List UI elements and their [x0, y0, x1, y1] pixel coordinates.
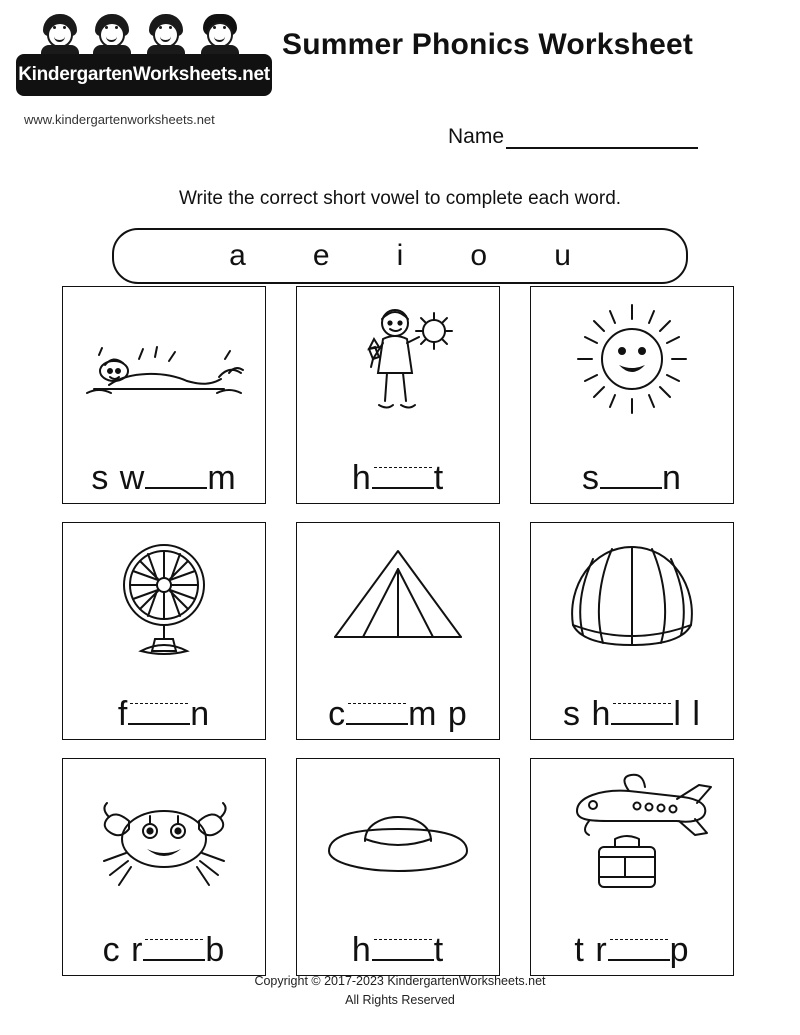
tent-icon — [297, 529, 499, 669]
crab-icon — [63, 765, 265, 905]
worksheet-item — [296, 522, 500, 740]
word-prefix: f — [117, 695, 129, 733]
airplane-luggage-icon — [531, 765, 733, 905]
worksheet-item — [530, 286, 734, 504]
name-input-line[interactable] — [506, 127, 698, 149]
vowel-e: e — [312, 239, 330, 272]
worksheet-item — [296, 286, 500, 504]
word-answer[interactable] — [297, 461, 499, 495]
instruction-text: Write the correct short vowel to complete each word. — [178, 188, 622, 209]
blank-slot — [611, 723, 673, 725]
word-suffix: p — [669, 931, 690, 969]
worksheet-item — [530, 758, 734, 976]
word-prefix: h — [351, 459, 372, 497]
blank-slot — [143, 959, 205, 961]
word-prefix: h — [351, 931, 372, 969]
worksheet-item — [62, 522, 266, 740]
word-suffix: t — [433, 931, 445, 969]
vowel-bank — [112, 228, 688, 284]
logo-banner — [16, 54, 272, 96]
blank-slot — [608, 959, 670, 961]
word-prefix: s w — [91, 459, 146, 497]
word-answer[interactable] — [63, 461, 265, 495]
word-answer[interactable] — [297, 697, 499, 731]
word-suffix: l l — [673, 695, 701, 733]
copyright-text: Copyright © 2017-2023 KindergartenWorksheets.net — [254, 974, 546, 988]
blank-slot — [145, 487, 207, 489]
child-with-ice-cream-icon — [297, 293, 499, 433]
word-suffix: t — [433, 459, 445, 497]
page-footer — [0, 972, 800, 1010]
worksheet-item — [296, 758, 500, 976]
page-title: Summer Phonics Worksheet — [282, 28, 694, 61]
name-label: Name — [448, 125, 505, 148]
word-suffix: n — [662, 459, 682, 497]
word-answer[interactable] — [63, 933, 265, 967]
vowel-i: i — [396, 239, 404, 272]
word-prefix: s — [582, 459, 601, 497]
sun-icon — [531, 293, 733, 433]
seashell-icon — [531, 529, 733, 669]
word-suffix: m — [207, 459, 237, 497]
word-answer[interactable] — [531, 461, 733, 495]
word-answer[interactable] — [297, 933, 499, 967]
site-url: www.kindergartenworksheets.net — [24, 112, 215, 127]
word-suffix: m p — [408, 695, 468, 733]
word-suffix: n — [190, 695, 211, 733]
worksheet-item — [62, 286, 266, 504]
blank-slot — [128, 723, 190, 725]
page-header — [0, 0, 800, 148]
vowel-a: a — [229, 239, 246, 272]
swimmer-icon — [63, 293, 265, 433]
word-answer[interactable] — [531, 933, 733, 967]
word-suffix: b — [205, 931, 226, 969]
word-prefix: s h — [563, 695, 612, 733]
word-answer[interactable] — [63, 697, 265, 731]
word-prefix: t r — [574, 931, 608, 969]
logo-text: KindergartenWorksheets.net — [18, 64, 270, 85]
worksheet-grid — [62, 286, 738, 980]
blank-slot — [600, 487, 662, 489]
blank-slot — [372, 487, 434, 489]
vowel-o: o — [470, 239, 488, 272]
vowel-u: u — [554, 239, 571, 272]
worksheet-item — [62, 758, 266, 976]
word-answer[interactable] — [531, 697, 733, 731]
worksheet-item — [530, 522, 734, 740]
word-prefix: c — [328, 695, 347, 733]
sun-hat-icon — [297, 765, 499, 905]
electric-fan-icon — [63, 529, 265, 669]
name-field-row — [448, 125, 698, 149]
blank-slot — [346, 723, 408, 725]
blank-slot — [372, 959, 434, 961]
word-prefix: c r — [102, 931, 144, 969]
rights-text: All Rights Reserved — [345, 992, 455, 1007]
